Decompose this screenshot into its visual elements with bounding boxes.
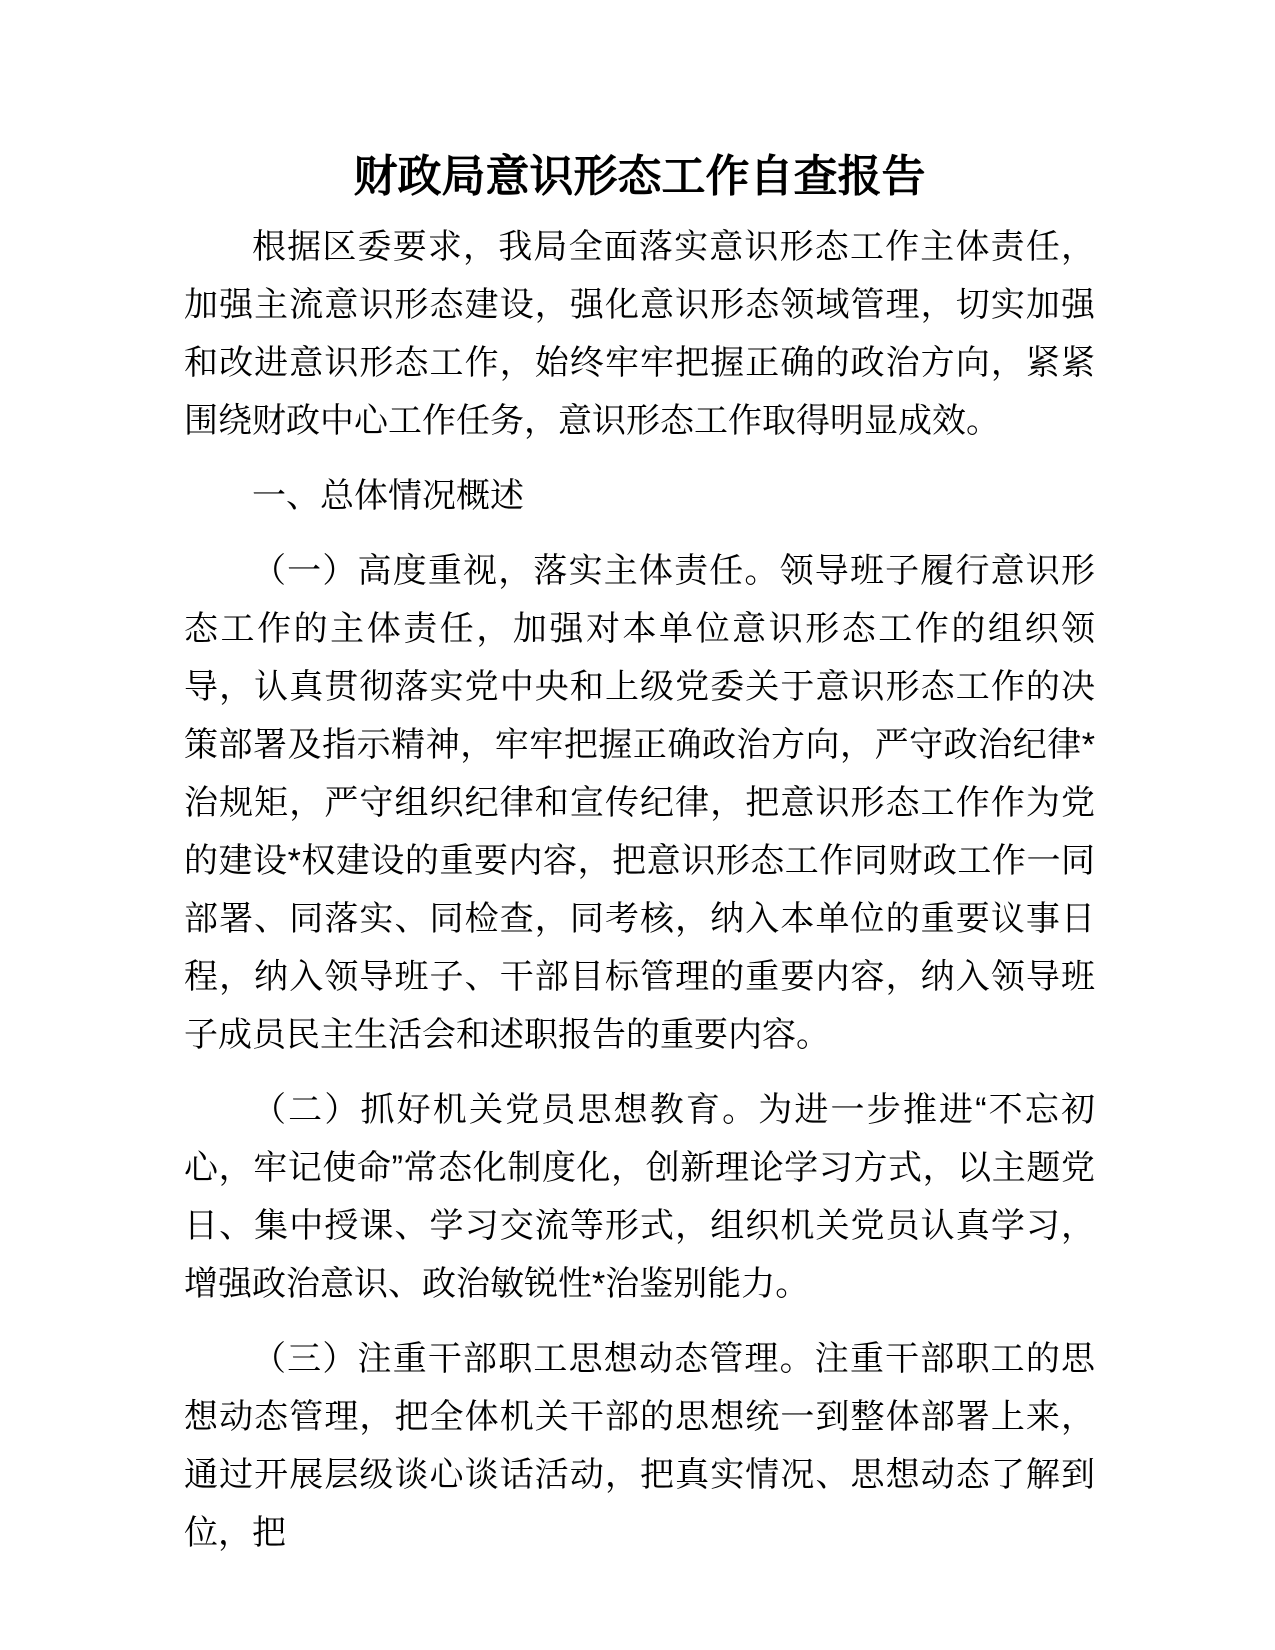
intro-paragraph: 根据区委要求，我局全面落实意识形态工作主体责任，加强主流意识形态建设，强化意识形态领域管理，切实加强和改进意识形态工作，始终牢牢把握正确的政治方向，紧紧围绕财政中心工作任务，意识形态工作取得明显成效。	[184, 228, 1095, 440]
paragraph-item-1: （一）高度重视，落实主体责任。领导班子履行意识形态工作的主体责任，加强对本单位意识形态工作的组织领导，认真贯彻落实党中央和上级党委关于意识形态工作的决策部署及指示精神，牢牢把握正确政治方向，严守政治纪律*治规矩，严守组织纪律和宣传纪律，把意识形态工作作为党的建设*权建设的重要内容，把意识形态工作同财政工作一同部署、同落实、同检查，同考核，纳入本单位的重要议事日程，纳入领导班子、干部目标管理的重要内容，纳入领导班子成员民主生活会和述职报告的重要内容。	[184, 552, 1095, 1054]
paragraph-item-2: （二）抓好机关党员思想教育。为进一步推进“不忘初心，牢记使命”常态化制度化，创新理论学习方式，以主题党日、集中授课、学习交流等形式，组织机关党员认真学习，增强政治意识、政治敏锐性*治鉴别能力。	[184, 1091, 1095, 1303]
document-title: 财政局意识形态工作自查报告	[353, 152, 926, 201]
paragraph-item-3: （三）注重干部职工思想动态管理。注重干部职工的思想动态管理，把全体机关干部的思想统一到整体部署上来，通过开展层级谈心谈话活动，把真实情况、思想动态了解到位，把	[184, 1340, 1095, 1552]
section-heading-1: 一、总体情况概述	[252, 477, 524, 515]
